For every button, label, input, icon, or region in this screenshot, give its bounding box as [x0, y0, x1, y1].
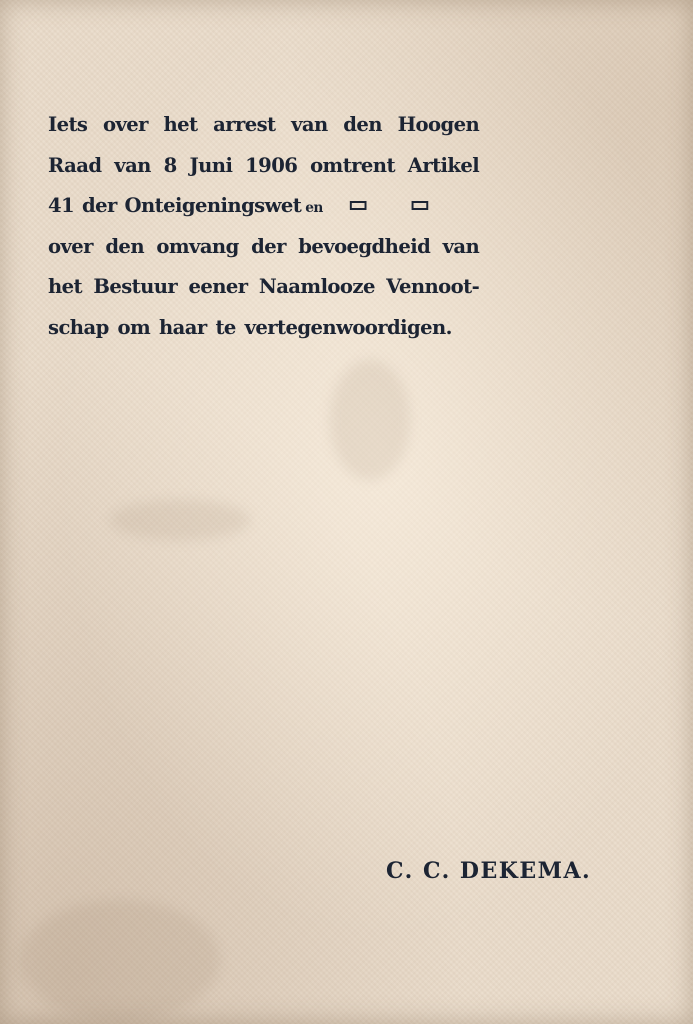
title-line-4	[48, 226, 479, 267]
title-word: Raad	[48, 152, 102, 177]
title-word: Naamlooze	[258, 274, 375, 298]
ornament-box-icon	[412, 201, 429, 210]
conjunction-text: en	[305, 200, 323, 216]
title-word: Juni	[189, 152, 233, 177]
title-word: over	[102, 112, 148, 136]
title-word: van	[442, 233, 480, 258]
title-word: Hoogen	[397, 112, 480, 136]
title-word: omtrent	[310, 152, 395, 177]
title-word: arrest	[213, 112, 276, 136]
title-word: het	[163, 112, 198, 136]
title-word: Iets	[48, 112, 88, 136]
title-word: 8	[163, 152, 177, 177]
title-word: 41	[48, 193, 75, 217]
title-word: te	[215, 314, 236, 339]
paper-stain	[110, 500, 250, 540]
title-line-5	[48, 266, 479, 307]
title-word: over	[48, 233, 93, 258]
title-word: haar	[158, 314, 207, 339]
title-line-2	[48, 145, 479, 186]
title-word: het	[48, 274, 83, 298]
title-word: Vennoot-	[386, 274, 480, 298]
title-word: omvang	[156, 233, 239, 258]
title-word: den	[343, 112, 382, 136]
ornament-box-icon	[350, 201, 367, 210]
title-line-6	[48, 307, 479, 348]
title-word: Bestuur	[93, 274, 178, 298]
title-line-1	[48, 104, 479, 145]
title-word: den	[105, 233, 144, 258]
paper-stain	[20, 900, 220, 1020]
title-word: Onteigeningswet	[124, 193, 302, 217]
title-word: eener	[188, 274, 248, 298]
title-word: van	[291, 112, 328, 136]
title-word: om	[117, 314, 151, 339]
title-word: 1906	[245, 152, 298, 177]
title-word: van	[114, 152, 151, 177]
title-word: der	[81, 193, 117, 217]
title-line-3	[48, 185, 479, 226]
title-word: schap	[48, 314, 109, 339]
title-word: bevoegdheid	[298, 233, 431, 258]
paper-stain	[330, 360, 410, 480]
title-word: der	[251, 233, 286, 258]
author-name: C. C. DEKEMA.	[386, 858, 592, 884]
title-block	[48, 104, 479, 347]
title-word: Artikel	[407, 152, 480, 177]
title-word: vertegenwoordigen.	[244, 314, 452, 339]
